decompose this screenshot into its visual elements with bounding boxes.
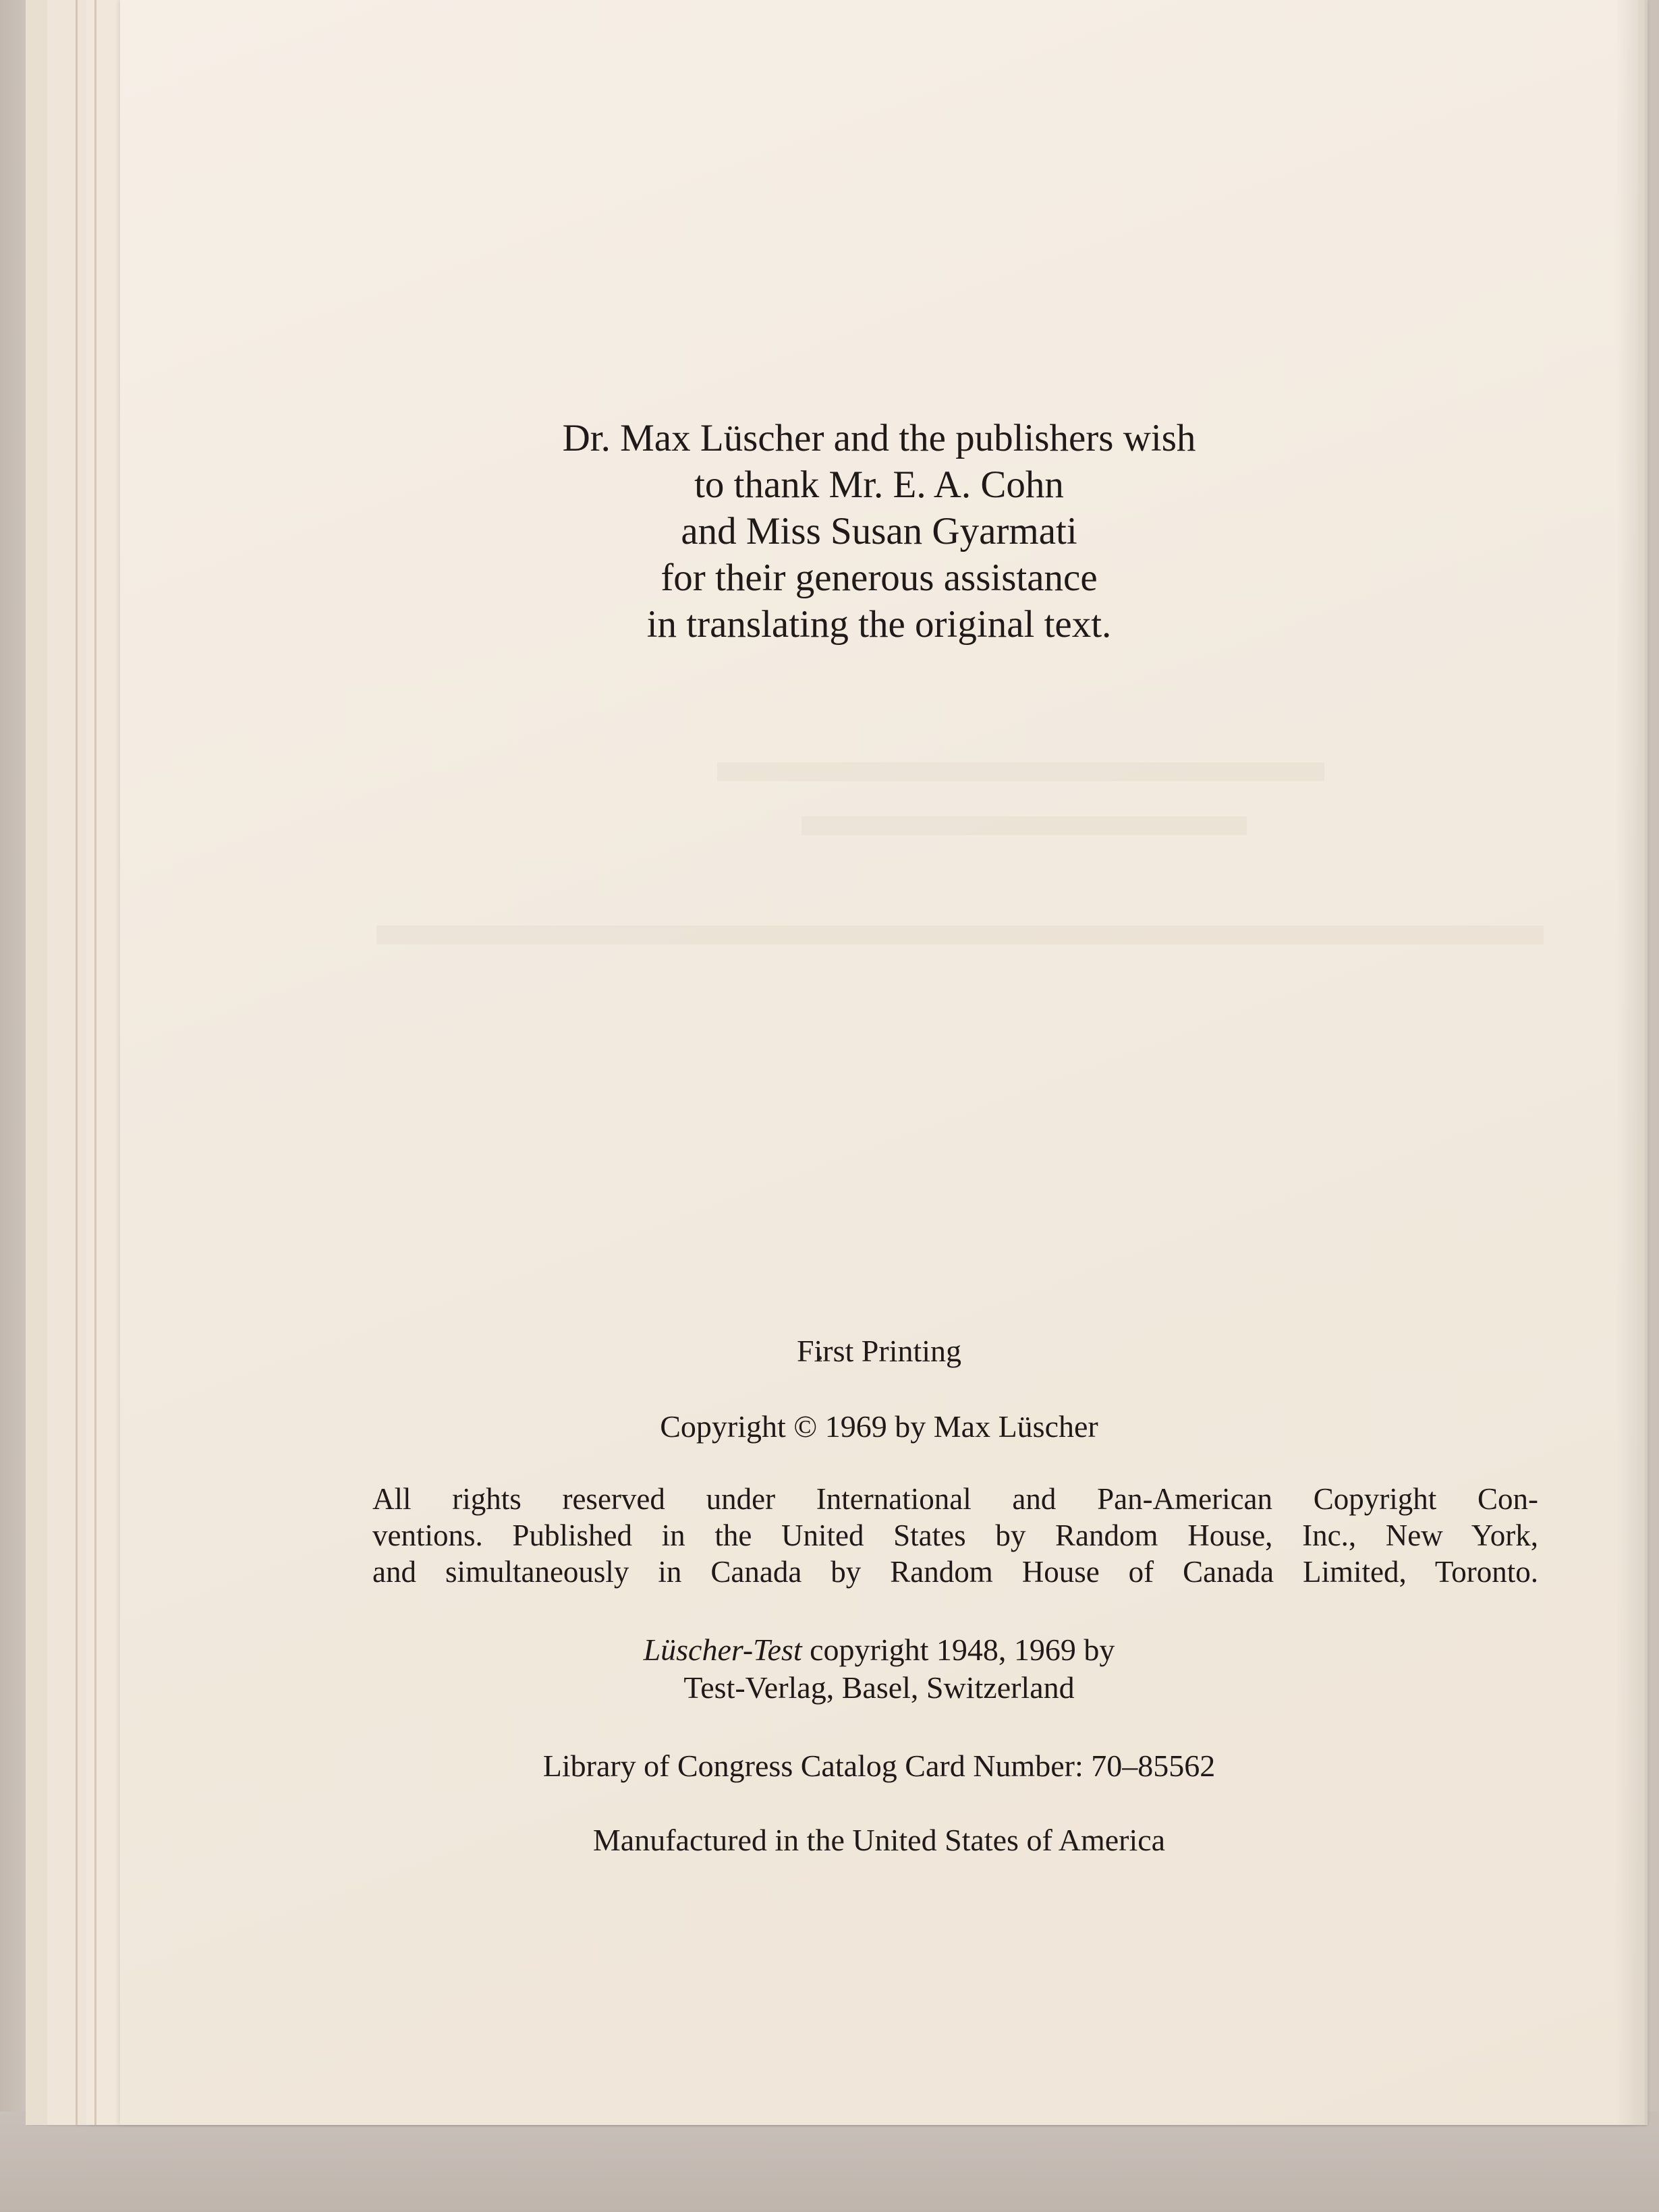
acknowledgment-line: in translating the original text.	[646, 603, 1112, 646]
page-gutter-shadow	[1616, 0, 1659, 2125]
acknowledgment	[120, 415, 1638, 648]
test-copyright	[120, 1631, 1638, 1707]
first-printing: First Printing	[796, 1334, 962, 1368]
page-edge-line	[76, 0, 78, 2125]
test-copyright-line	[120, 1631, 1638, 1669]
copyright-line: Copyright © 1969 by Max Lüscher	[660, 1409, 1098, 1444]
rights-line: and simultaneously in Canada by Random House of Canada Limited, Toronto.	[372, 1555, 1538, 1589]
acknowledgment-line: for their generous assistance	[660, 557, 1098, 599]
acknowledgment-line: Dr. Max Lüscher and the publishers wish	[562, 417, 1196, 459]
test-title: Lüscher-Test	[643, 1633, 802, 1667]
show-through-text	[376, 926, 1544, 944]
table-surface-bottom	[0, 2111, 1659, 2212]
show-through-text	[717, 762, 1324, 781]
acknowledgment-line: and Miss Susan Gyarmati	[681, 510, 1077, 552]
page-edge-line	[94, 0, 96, 2125]
manufactured-line: Manufactured in the United States of America	[592, 1823, 1166, 1857]
test-copyright-text: copyright 1948, 1969 by	[802, 1633, 1115, 1667]
test-publisher-line: Test-Verlag, Basel, Switzerland	[683, 1670, 1075, 1705]
rights-line: ventions. Published in the United States by Random House, Inc., New York,	[372, 1519, 1538, 1552]
rights-line: All rights reserved under International and Pan-American Copyright Con-	[372, 1482, 1538, 1516]
show-through-text	[802, 816, 1247, 835]
lccn-line: Library of Congress Catalog Card Number: 70–85562	[542, 1749, 1216, 1783]
rights-paragraph	[372, 1481, 1538, 1590]
acknowledgment-line: to thank Mr. E. A. Cohn	[694, 463, 1064, 506]
book-page	[120, 0, 1638, 2125]
